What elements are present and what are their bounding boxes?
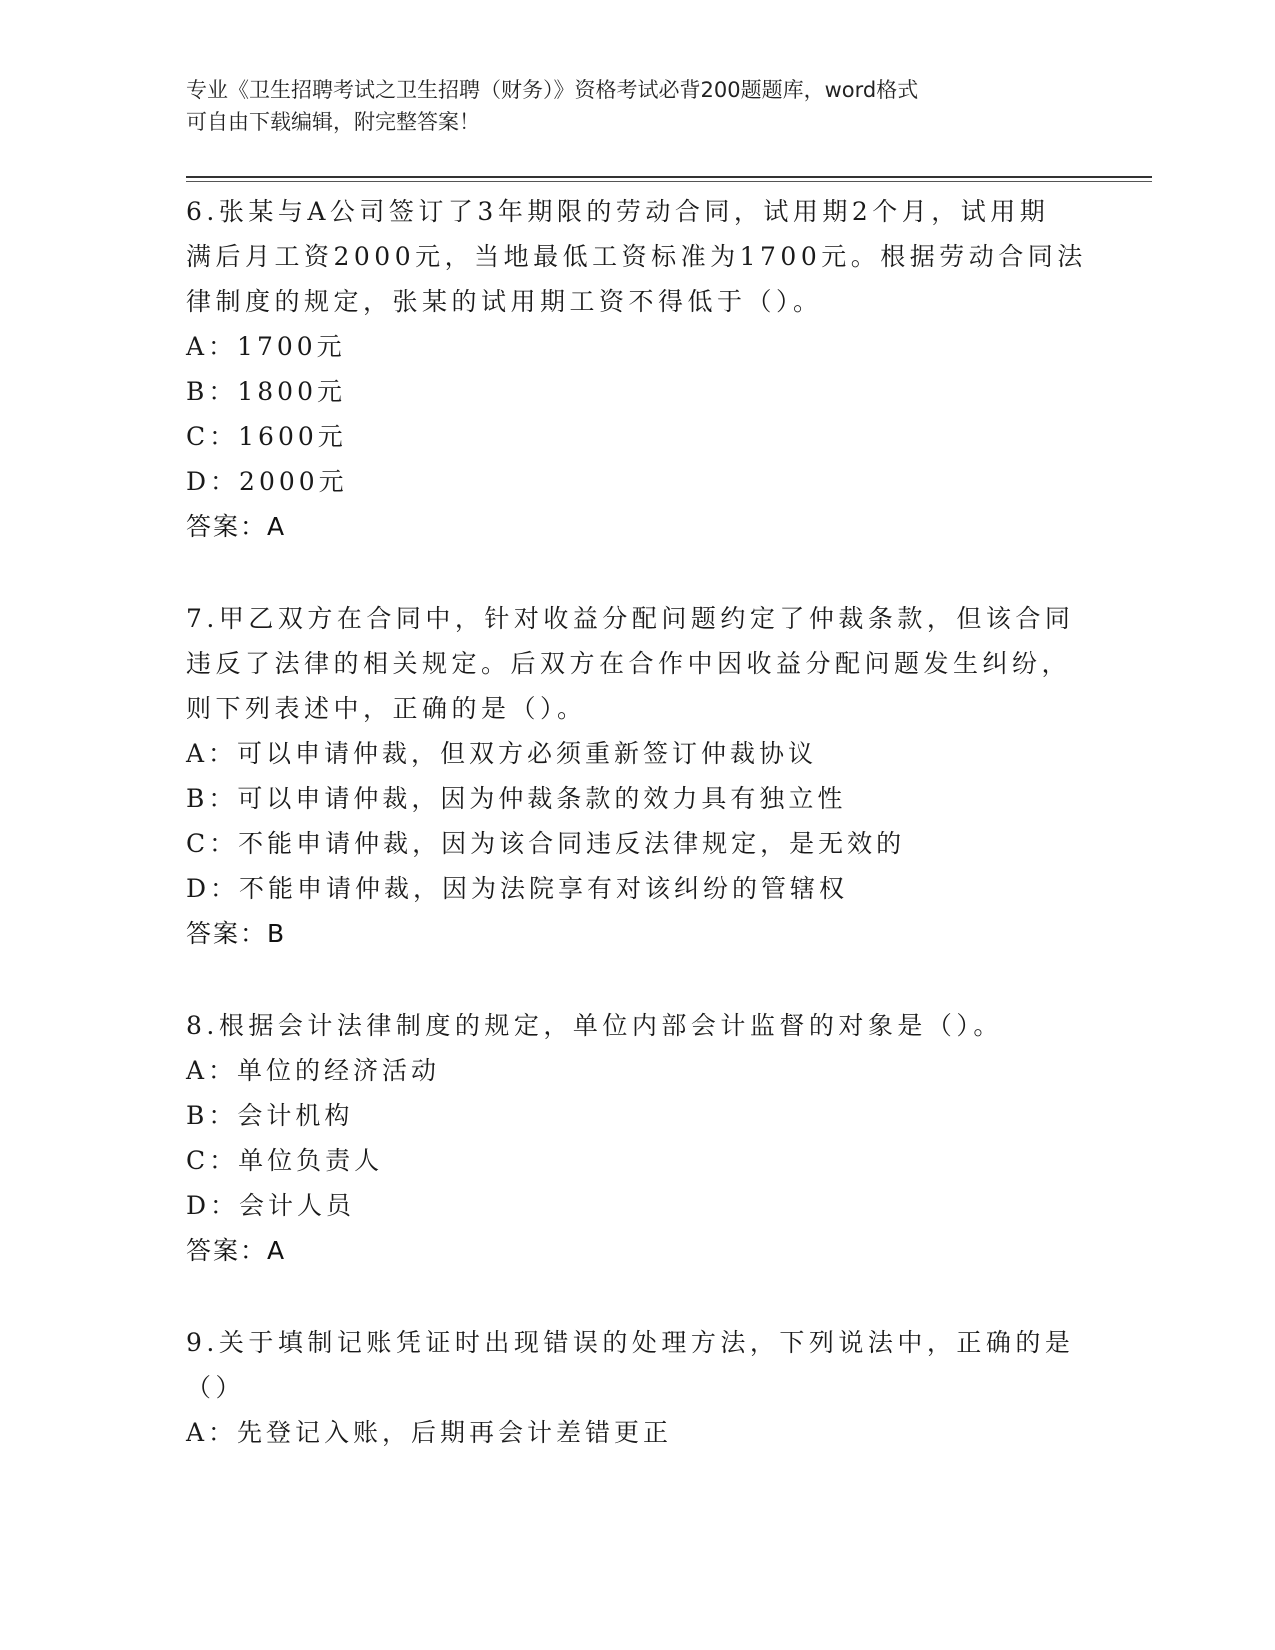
option-b: B：可以申请仲裁，因为仲裁条款的效力具有独立性 xyxy=(186,784,847,813)
stem-line: 律制度的规定，张某的试用期工资不得低于（）。 xyxy=(186,287,823,316)
question-9 xyxy=(186,1320,1086,1455)
answer-value: B xyxy=(267,919,287,948)
option-b: B：会计机构 xyxy=(186,1101,354,1130)
answer-label: 答案： xyxy=(186,919,268,948)
answer-value: A xyxy=(267,512,287,541)
option-c: C：单位负责人 xyxy=(186,1146,384,1175)
stem-line: （） xyxy=(186,1373,246,1402)
stem-line: 6.张某与A公司签订了3年期限的劳动合同，试用期2个月，试用期 xyxy=(186,197,1050,226)
question-stem xyxy=(186,1320,1086,1410)
header-line-2: 可自由下载编辑，附完整答案！ xyxy=(186,110,480,134)
header-divider-thick xyxy=(186,176,1152,178)
option-d: D：会计人员 xyxy=(186,1191,356,1220)
answer-label: 答案： xyxy=(186,512,268,541)
option-a: A：1700元 xyxy=(186,332,346,361)
option-a: A：先登记入账，后期再会计差错更正 xyxy=(186,1418,673,1447)
question-stem xyxy=(186,1003,1086,1048)
option-c: C：1600元 xyxy=(186,422,347,451)
spacer xyxy=(186,956,1086,1003)
stem-line: 则下列表述中，正确的是（）。 xyxy=(186,694,587,723)
answer xyxy=(186,504,1086,549)
question-list xyxy=(186,189,1086,1455)
answer-value: A xyxy=(267,1236,287,1265)
header-line-1: 专业《卫生招聘考试之卫生招聘（财务）》资格考试必背200题题库，word格式 xyxy=(186,78,919,102)
question-7 xyxy=(186,596,1086,956)
option-d: D：2000元 xyxy=(186,467,348,496)
spacer xyxy=(186,549,1086,596)
option-c: C：不能申请仲裁，因为该合同违反法律规定，是无效的 xyxy=(186,829,906,858)
stem-line: 8.根据会计法律制度的规定，单位内部会计监督的对象是（）。 xyxy=(186,1011,1003,1040)
option-d: D：不能申请仲裁，因为法院享有对该纠纷的管辖权 xyxy=(186,874,849,903)
answer xyxy=(186,911,1086,956)
stem-line: 违反了法律的相关规定。后双方在合作中因收益分配问题发生纠纷， xyxy=(186,649,1072,678)
option-a: A：可以申请仲裁，但双方必须重新签订仲裁协议 xyxy=(186,739,818,768)
stem-line: 7.甲乙双方在合同中，针对收益分配问题约定了仲裁条款，但该合同 xyxy=(186,604,1075,633)
question-6 xyxy=(186,189,1086,549)
document-header xyxy=(186,74,1066,138)
option-b: B：1800元 xyxy=(186,377,346,406)
stem-line: 满后月工资2000元，当地最低工资标准为1700元。根据劳动合同法 xyxy=(186,242,1087,271)
question-stem xyxy=(186,596,1086,731)
question-stem xyxy=(186,189,1086,324)
header-divider-thin xyxy=(186,181,1152,182)
option-a: A：单位的经济活动 xyxy=(186,1056,441,1085)
stem-line: 9.关于填制记账凭证时出现错误的处理方法，下列说法中，正确的是 xyxy=(186,1328,1075,1357)
answer xyxy=(186,1228,1086,1273)
answer-label: 答案： xyxy=(186,1236,268,1265)
spacer xyxy=(186,1273,1086,1320)
question-8 xyxy=(186,1003,1086,1273)
